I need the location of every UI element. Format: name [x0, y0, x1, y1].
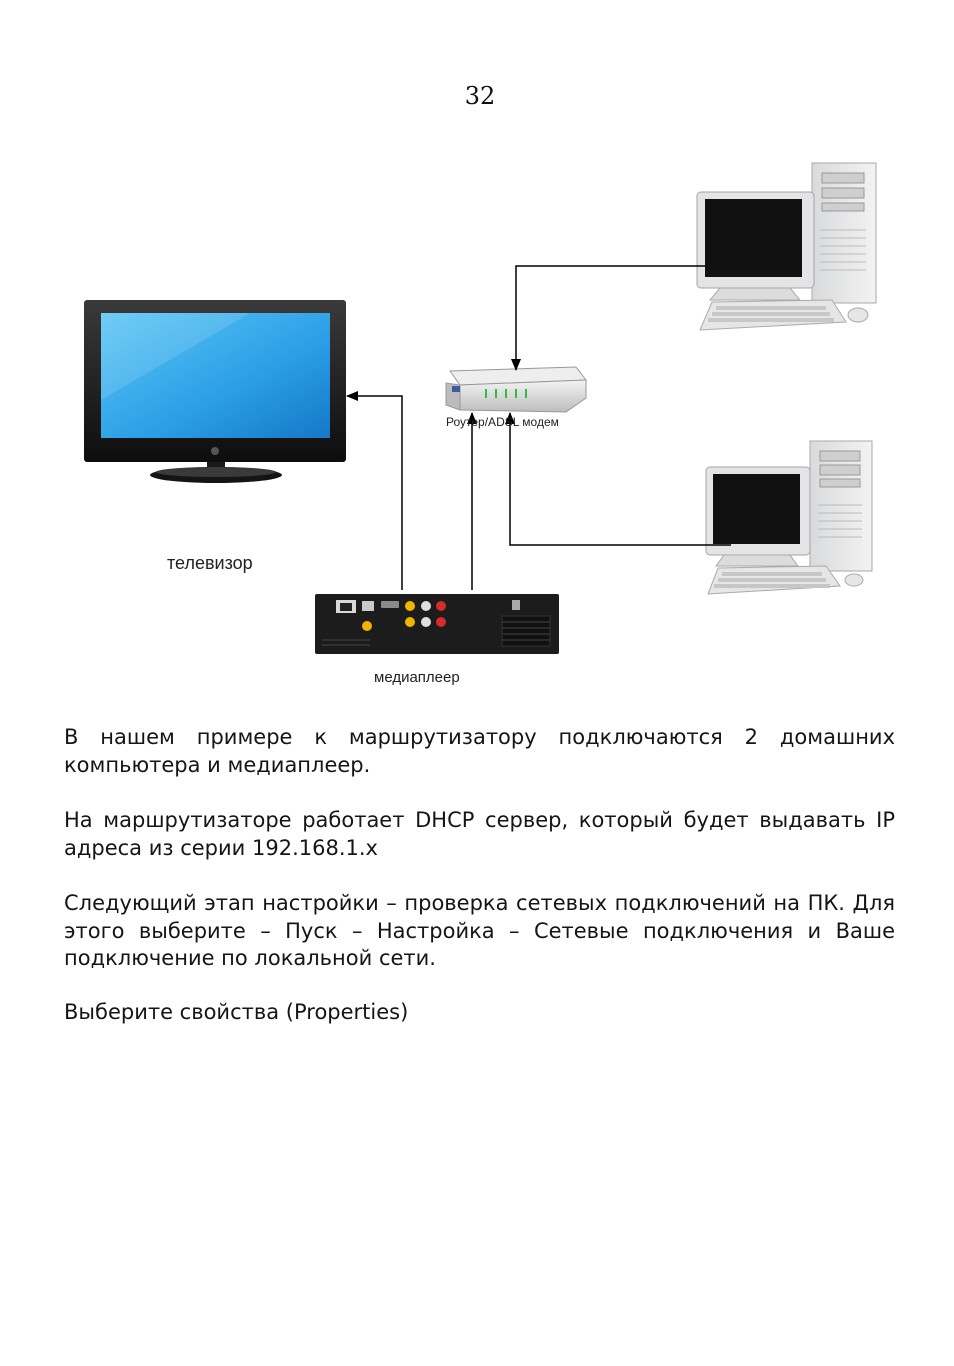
paragraph: В нашем примере к маршрутизатору подключаются 2 домашних компьютера и медиаплеер.: [64, 725, 895, 777]
connection-pc2-router: [510, 413, 731, 545]
tv-label: телевизор: [167, 553, 253, 573]
router-label: Роутер/ADSL модем: [446, 415, 559, 429]
paragraph: Выберите свойства (Properties): [64, 1000, 409, 1024]
tv-icon: [84, 300, 346, 483]
mediaplayer-label: медиаплеер: [374, 669, 460, 686]
connection-player-tv: [347, 396, 402, 590]
paragraph: Следующий этап настройки – проверка сетевых подключений на ПК. Для этого выберите – Пуск – Настройка – Сетевые подключения и Ваше подключение по локальной сети.: [64, 891, 895, 970]
connection-pc1-router: [516, 266, 705, 370]
page-number: 32: [464, 82, 496, 110]
router-icon: [446, 367, 586, 412]
computer-icon: [697, 163, 876, 330]
paragraph: На маршрутизаторе работает DHCP сервер, который будет выдавать IP адреса из серии 192.168.1.x: [64, 808, 895, 860]
mediaplayer-icon: [315, 594, 559, 654]
computer-icon: [706, 441, 872, 594]
